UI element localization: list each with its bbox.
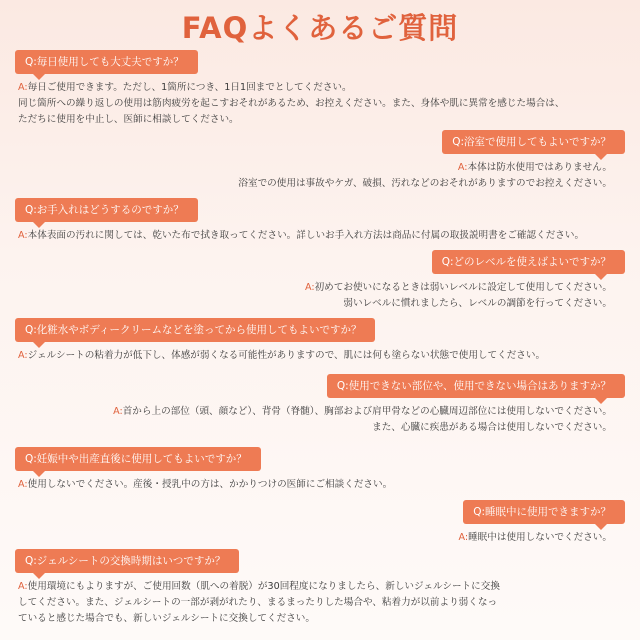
answer-text (18, 348, 618, 364)
question-bubble: Q:妊娠中や出産直後に使用してもよいですか？ (15, 447, 261, 471)
answer-line: A:本体表面の汚れに関しては、乾いた布で拭き取ってください。詳しいお手入れ方法は商品に付属の取扱説明書をご確認ください。 (18, 230, 585, 241)
answer-line: A:初めてお使いになるときは弱いレベルに設定して使用してください。 (304, 282, 612, 293)
question-bubble: Q:どのレベルを使えばよいですか？ (432, 250, 625, 274)
question-bubble: Q:浴室で使用してもよいですか？ (442, 130, 625, 154)
answer-line: 弱いレベルに慣れましたら、レベルの調節を行ってください。 (343, 298, 612, 309)
question-bubble: Q:お手入れはどうするのですか？ (15, 198, 198, 222)
answer-prefix: A: (457, 162, 468, 173)
question-bubble: Q:使用できない部位や、使用できない場合はありますか？ (327, 374, 625, 398)
answer-prefix: A: (18, 230, 28, 241)
answer-line: A:ジェルシートの粘着力が低下し、体感が弱くなる可能性がありますので、肌には何も塗らない状態で使用してください。 (18, 350, 546, 361)
answer-line: ただちに使用を中止し、医師に相談してください。 (18, 114, 239, 125)
answer-line: A:睡眠中は使用しないでください。 (458, 532, 612, 543)
answer-prefix: A: (113, 406, 123, 417)
answer-text (40, 530, 612, 546)
answer-prefix: A: (18, 350, 28, 361)
answer-prefix: A: (18, 581, 28, 592)
answer-text (18, 579, 618, 627)
answer-prefix: A: (304, 282, 315, 293)
answer-line: また、心臓に疾患がある場合は使用しないでください。 (372, 422, 612, 433)
answer-line: 同じ箇所への繰り返しの使用は筋肉疲労を起こすおそれがあるため、お控えください。また、身体や肌に異常を感じた場合は、 (18, 98, 565, 109)
answer-line: A:使用しないでください。産後・授乳中の方は、かかりつけの医師にご相談ください。 (18, 479, 393, 490)
answer-line: ていると感じた場合でも、新しいジェルシートに交換してください。 (18, 613, 315, 624)
answer-line: A:首から上の部位（頭、顔など）、背骨（脊髄）、胸部および肩甲骨などの心臓周辺部位には使用しないでください。 (113, 406, 612, 417)
question-bubble: Q:ジェルシートの交換時期はいつですか？ (15, 549, 239, 573)
answer-text (40, 160, 612, 192)
answer-line: してください。また、ジェルシートの一部が剥がれたり、まるまったりした場合や、粘着力が以前より弱くなっ (18, 597, 498, 608)
answer-text (40, 280, 612, 312)
answer-prefix: A: (458, 532, 469, 543)
answer-text (18, 228, 618, 244)
page-title: FAQよくあるご質問 (181, 11, 459, 45)
question-bubble: Q:化粧水やボディークリームなどを塗ってから使用してもよいですか？ (15, 318, 375, 342)
answer-text (40, 404, 612, 436)
answer-prefix: A: (18, 479, 28, 490)
answer-line: A:毎日ご使用できます。ただし、1箇所につき、1日1回までとしてください。 (18, 82, 352, 93)
answer-line: A:本体は防水使用ではありません。 (457, 162, 612, 173)
answer-line: 浴室での使用は事故やケガ、破損、汚れなどのおそれがありますのでお控えください。 (238, 178, 612, 189)
answer-prefix: A: (18, 82, 28, 93)
answer-text (18, 477, 618, 493)
question-bubble: Q:毎日使用しても大丈夫ですか？ (15, 50, 198, 74)
question-bubble: Q:睡眠中に使用できますか？ (463, 500, 625, 524)
answer-text (18, 80, 618, 128)
answer-line: A:使用環境にもよりますが、ご使用回数（肌への着脱）が30回程度になりましたら、新しいジェルシートに交換 (18, 581, 500, 592)
